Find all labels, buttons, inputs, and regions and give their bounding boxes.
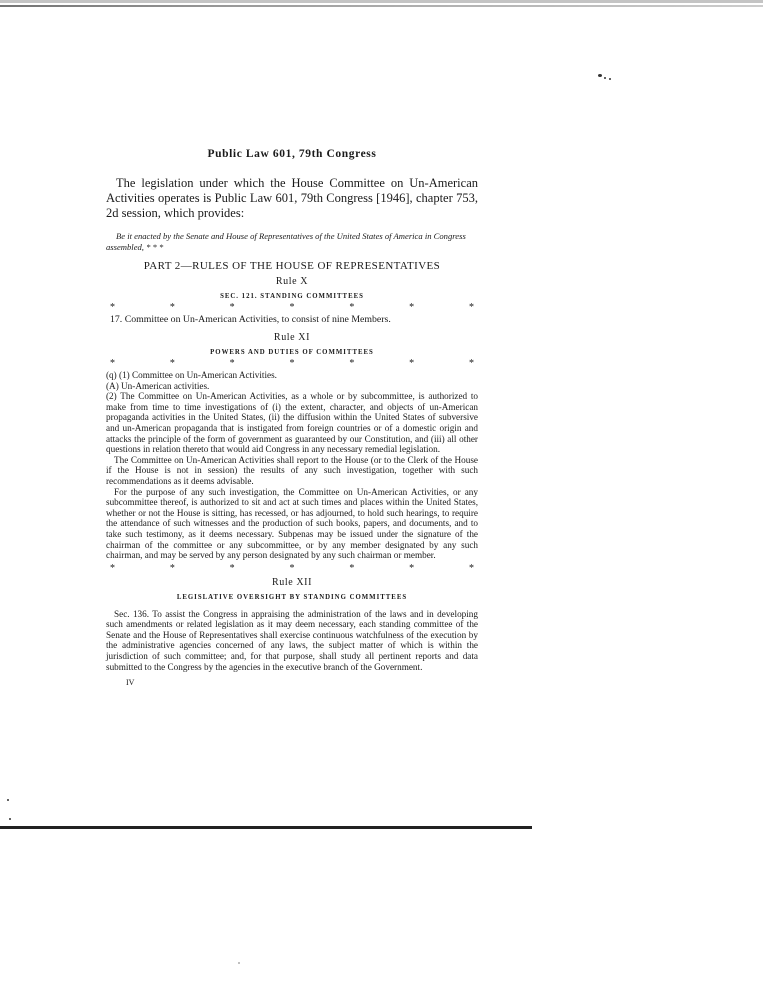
scan-speck: [604, 77, 606, 79]
scan-top-shadow: [0, 0, 763, 3]
rule-x-item: 17. Committee on Un-American Activities, to consist of nine Members.: [110, 314, 391, 325]
rule-xii-title: Rule XII: [271, 576, 313, 588]
scan-bottom-edge: [0, 826, 532, 829]
star: *: [349, 302, 355, 313]
intro-paragraph: The legislation under which the House Committee on Un-American Activities operates is Public Law 601, 79th Congress [1946], chapter 753, 2d session, which provides:: [106, 176, 478, 220]
star: *: [289, 302, 295, 313]
star: *: [468, 562, 474, 574]
ellipsis-stars: [106, 564, 478, 573]
scan-speck: [598, 74, 602, 77]
scan-speck: [7, 799, 9, 801]
star: *: [468, 358, 474, 369]
page-title: Public Law 601, 79th Congress: [207, 148, 377, 160]
rule-xii-section: LEGISLATIVE OVERSIGHT BY STANDING COMMITTEES: [176, 593, 408, 601]
star: *: [409, 302, 415, 313]
rule-xi-q1: (q) (1) Committee on Un-American Activities.: [106, 370, 277, 380]
scan-speck: [9, 818, 11, 820]
ellipsis-stars: [106, 359, 478, 368]
part-title: PART 2—RULES OF THE HOUSE OF REPRESENTATIVES: [143, 260, 441, 272]
star: *: [289, 562, 295, 574]
star: *: [229, 302, 235, 313]
rule-xi-paragraph-3: The Committee on Un-American Activities shall report to the House (or to the Clerk of the House if the House is not in session) the results of any such investigation, together with such recommendations as it deems advisable.: [106, 454, 478, 486]
star: *: [169, 562, 175, 574]
star: *: [468, 302, 474, 313]
ellipsis-stars: [106, 303, 478, 312]
star: *: [110, 358, 115, 369]
scan-speck: [238, 962, 240, 964]
star: *: [349, 562, 355, 574]
star: *: [409, 358, 415, 369]
star: *: [110, 562, 115, 574]
star: *: [110, 302, 115, 313]
scan-top-edge: [0, 5, 763, 7]
enacting-clause: Be it enacted by the Senate and House of Representatives of the United States of America in Congress assembled, * * *: [106, 231, 466, 252]
star: *: [409, 562, 415, 574]
star: *: [289, 358, 295, 369]
rule-xi-paragraph-2: (2) The Committee on Un-American Activities, as a whole or by subcommittee, is authorized to make from time to time investigations of (i) the extent, character, and objects of un-American propaganda activities in the United States, (ii) the diffusion within the United States of subversive and un-American propaganda that is instigated from foreign countries or of a domestic origin and attacks the principle of the form of government as guaranteed by our Constitution, and (iii) all other questions in relation thereto that would aid Congress in any necessary remedial legislation.: [106, 391, 478, 455]
rule-xi-paragraph-4: For the purpose of any such investigation, the Committee on Un-American Activities, or any subcommittee thereof, is authorized to sit and act at such times and places within the United States, whether or not the House is sitting, has recessed, or has adjourned, to hold such hearings, to require the attendance of such witnesses and the production of such books, papers, and documents, and to take such testimony, as it deems necessary. Subpenas may be issued under the signature of the chairman of the committee or any subcommittee, or by any member designated by any such chairman, and may be served by any person designated by any such chairman or member.: [106, 486, 478, 561]
scan-speck: [609, 78, 611, 80]
star: *: [349, 358, 355, 369]
star: *: [169, 358, 175, 369]
star: *: [229, 358, 235, 369]
rule-xi-title: Rule XI: [273, 332, 311, 343]
star: *: [229, 562, 235, 574]
rule-xi-section: POWERS AND DUTIES OF COMMITTEES: [210, 349, 374, 356]
rule-x-section: SEC. 121. STANDING COMMITTEES: [220, 293, 364, 300]
page-number: IV: [126, 678, 135, 688]
star: *: [169, 302, 175, 313]
rule-xii-paragraph: Sec. 136. To assist the Congress in appraising the administration of the laws and in developing such amendments or related legislation as it may deem necessary, each standing committee of the Senate and the House of Representatives shall exercise continuous watchfulness of the execution by the administrative agencies concerned of any laws, the subject matter of which is within the jurisdiction of such committee; and, for that purpose, shall study all pertinent reports and data submitted to the Congress by the agencies in the executive branch of the Government.: [106, 608, 478, 672]
rule-xi-a: (A) Un-American activities.: [106, 380, 210, 391]
rule-x-title: Rule X: [275, 276, 309, 287]
document-page: [106, 148, 478, 687]
